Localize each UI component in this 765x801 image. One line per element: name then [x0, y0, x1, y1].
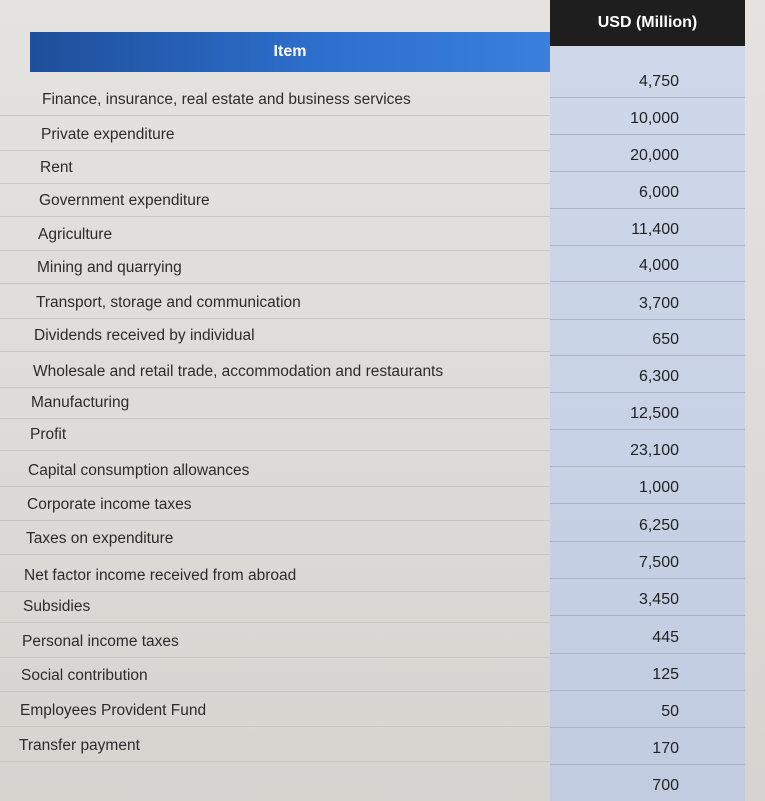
item-label: Dividends received by individual: [34, 327, 255, 344]
value-cell: 3,450: [638, 591, 679, 608]
table-row-item: [0, 319, 550, 352]
table-row-item: [0, 218, 550, 251]
item-label: Agriculture: [38, 226, 113, 243]
table-row-value: [550, 618, 745, 654]
table-row-item: [0, 729, 550, 762]
table-row-item: [0, 559, 550, 592]
item-label: Personal income taxes: [22, 633, 179, 650]
item-label: Wholesale and retail trade, accommodation and restaurants: [33, 363, 444, 380]
value-cell: 11,400: [631, 221, 679, 238]
table-row-value: [550, 210, 745, 246]
table-row-item: [0, 118, 550, 151]
item-label: Manufacturing: [31, 394, 130, 411]
item-column-header: [30, 32, 550, 72]
value-cell: 3,700: [638, 295, 679, 312]
table-row-item: [0, 83, 550, 116]
table-row-value: [550, 766, 745, 801]
table-row-value: [550, 99, 745, 135]
item-label: Subsidies: [23, 598, 91, 615]
table-row-item: [0, 659, 550, 692]
table-row-item: [0, 625, 550, 658]
table-row-value: [550, 580, 745, 616]
table-row-value: [550, 543, 745, 579]
table-row-item: [0, 694, 550, 727]
value-cell: 700: [652, 777, 679, 794]
value-cell: 445: [652, 629, 679, 646]
item-label: Social contribution: [21, 667, 148, 684]
value-cell: 6,000: [638, 184, 679, 201]
table-row-item: [0, 151, 550, 184]
table-row-value: [550, 320, 745, 356]
item-column-header-label: Item: [273, 43, 307, 60]
item-label: Transport, storage and communication: [36, 294, 301, 311]
value-cell: 650: [652, 331, 679, 348]
item-label: Employees Provident Fund: [20, 702, 207, 719]
table-row-value: [550, 468, 745, 504]
table-row-item: [0, 488, 550, 521]
item-label: Private expenditure: [41, 126, 175, 143]
value-cell: 125: [652, 666, 679, 683]
item-label: Government expenditure: [39, 192, 210, 209]
table-row-value: [550, 506, 745, 542]
value-cell: 4,750: [638, 73, 679, 90]
table-row-value: [550, 655, 745, 691]
table-row-item: [0, 251, 550, 284]
table-row-value: [550, 692, 745, 728]
table-row-value: [550, 431, 745, 467]
value-cell: 6,250: [638, 517, 679, 534]
table-row-value: [550, 284, 745, 320]
table-row-item: [0, 590, 550, 623]
value-cell: 6,300: [638, 368, 679, 385]
item-label: Transfer payment: [19, 737, 140, 754]
value-cell: 23,100: [630, 442, 679, 459]
table-row-value: [550, 357, 745, 393]
table-row-item: [0, 522, 550, 555]
value-cell: 4,000: [638, 257, 679, 274]
item-label: Net factor income received from abroad: [24, 567, 297, 584]
item-label: Corporate income taxes: [27, 496, 192, 513]
table-row-value: [550, 246, 745, 282]
value-cell: 12,500: [630, 405, 679, 422]
table-row-item: [0, 184, 550, 217]
item-label: Finance, insurance, real estate and business services: [42, 91, 411, 108]
table-row-value: [550, 173, 745, 209]
value-cell: 50: [661, 703, 679, 720]
table-row-item: [0, 386, 550, 419]
item-label: Mining and quarrying: [37, 259, 182, 276]
table-row-item: [0, 286, 550, 319]
table-row-value: [550, 394, 745, 430]
value-cell: 1,000: [638, 479, 679, 496]
table-row-item: [0, 454, 550, 487]
value-cell: 170: [652, 740, 679, 757]
value-column-header: [550, 0, 745, 46]
item-label: Rent: [40, 159, 73, 176]
value-cell: 10,000: [630, 110, 679, 127]
value-cell: 20,000: [630, 147, 679, 164]
item-label: Taxes on expenditure: [26, 530, 174, 547]
table-row-item: [0, 418, 550, 451]
value-column-header-label: USD (Million): [597, 14, 698, 31]
item-label: Capital consumption allowances: [28, 462, 250, 479]
table-row-item: [0, 355, 550, 388]
item-label: Profit: [30, 426, 67, 443]
table-row-value: [550, 729, 745, 765]
value-cell: 7,500: [638, 554, 679, 571]
table-row-value: [550, 136, 745, 172]
table-row-value: [550, 62, 745, 98]
